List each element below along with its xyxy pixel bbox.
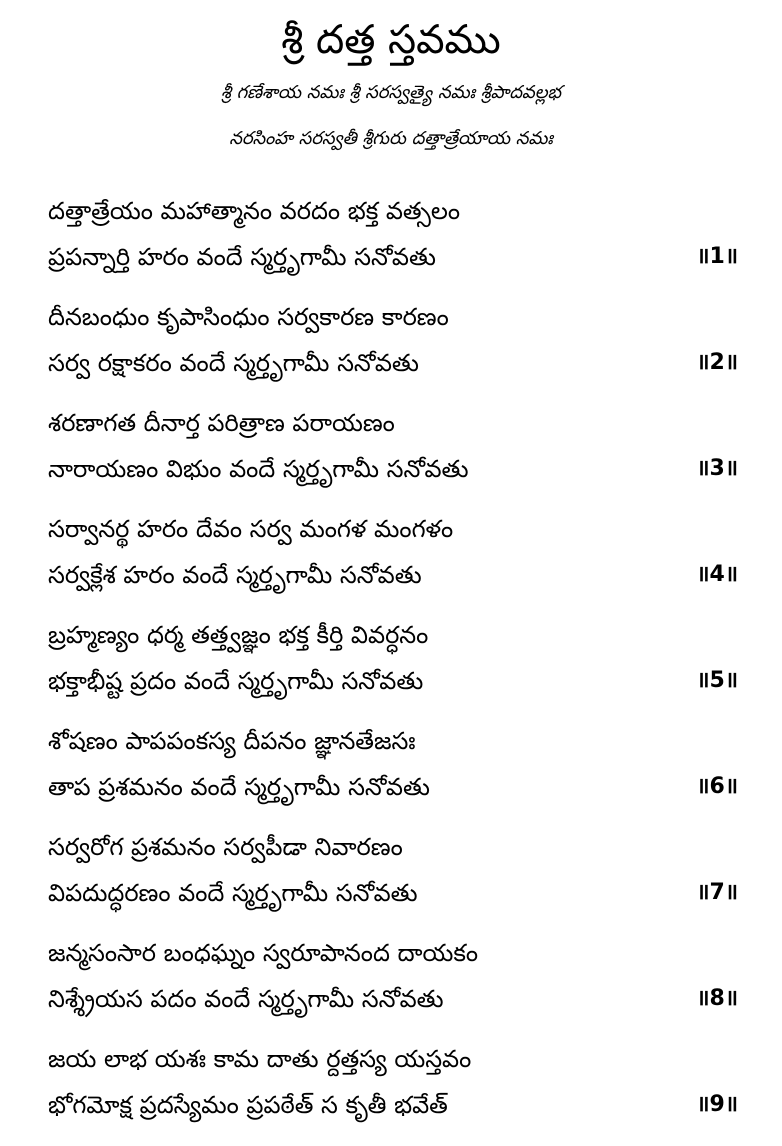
verse-line-2: ప్రపన్నార్తి హరం వందే స్మర్తృగామీ సనోవతు [48, 243, 436, 271]
verse-line-1: బ్రహ్మణ్యం ధర్మ తత్త్వజ్ఞం భక్త కీర్తి వివర్ధనం [48, 621, 429, 649]
verse-line-1: శోషణం పాపపంకస్య దీపనం జ్ఞానతేజసః [48, 727, 416, 755]
verse-5 [48, 616, 738, 722]
invocation-line-2: నరసింహ సరస్వతీ శ్రీగురు దత్తాత్రేయాయ నమః [229, 128, 553, 149]
verse-line-1: జన్మసంసార బంధఘ్నం స్వరూపానంద దాయకం [48, 939, 479, 967]
verse-line-1: దీనబంధుం కృపాసింధుం సర్వకారణ కారణం [48, 303, 449, 331]
verse-line-2: సర్వక్లేశ హరం వందే స్మర్తృగామీ సనోవతు [48, 561, 422, 589]
verse-line-2: భక్తాభీష్ట ప్రదం వందే స్మర్తృగామీ సనోవతు [48, 667, 424, 695]
verse-3 [48, 404, 738, 510]
verse-line-1: శరణాగత దీనార్త పరిత్రాణ పరాయణం [48, 409, 395, 437]
verse-line-1: సర్వరోగ ప్రశమనం సర్వపీడా నివారణం [48, 833, 403, 861]
verse-number: ॥1॥ [696, 244, 738, 269]
verse-list [48, 192, 738, 1146]
verse-1 [48, 192, 738, 298]
page-title: శ్రీ దత్త స్తవము [281, 17, 501, 63]
verse-number: ॥6॥ [696, 774, 738, 799]
verse-4 [48, 510, 738, 616]
verse-line-2: భోగమోక్ష ప్రదస్యేమం ప్రపఠేత్ స కృతీ భవేత్ [48, 1091, 448, 1119]
verse-number: ॥8॥ [696, 986, 738, 1011]
verse-line-1: దత్తాత్రేయం మహాత్మానం వరదం భక్త వత్సలం [48, 197, 461, 225]
verse-8 [48, 934, 738, 1040]
verse-line-1: జయ లాభ యశః కామ దాతు ర్దత్తస్య యస్తవం [48, 1045, 472, 1073]
verse-line-1: సర్వానర్థ హరం దేవం సర్వ మంగళ మంగళం [48, 515, 454, 543]
verse-2 [48, 298, 738, 404]
verse-number: ॥2॥ [696, 350, 738, 375]
verse-9 [48, 1040, 738, 1146]
verse-number: ॥4॥ [696, 562, 738, 587]
verse-line-2: నారాయణం విభుం వందే స్మర్తృగామీ సనోవతు [48, 455, 469, 483]
verse-line-2: సర్వ రక్షాకరం వందే స్మర్తృగామీ సనోవతు [48, 349, 419, 377]
verse-6 [48, 722, 738, 828]
verse-number: ॥5॥ [696, 668, 738, 693]
verse-number: ॥3॥ [696, 456, 738, 481]
verse-line-2: తాప ప్రశమనం వందే స్మర్తృగామీ సనోవతు [48, 773, 430, 801]
verse-number: ॥9॥ [696, 1092, 738, 1117]
verse-line-2: నిశ్శ్రేయస పదం వందే స్మర్తృగామీ సనోవతు [48, 985, 444, 1013]
verse-number: ॥7॥ [696, 880, 738, 905]
verse-line-2: విపదుద్ధరణం వందే స్మర్తృగామీ సనోవతు [48, 879, 418, 907]
verse-7 [48, 828, 738, 934]
invocation-line-1: శ్రీ గణేశాయ నమః శ్రీ సరస్వత్యై నమః శ్రీపాదవల్లభ [221, 82, 561, 103]
